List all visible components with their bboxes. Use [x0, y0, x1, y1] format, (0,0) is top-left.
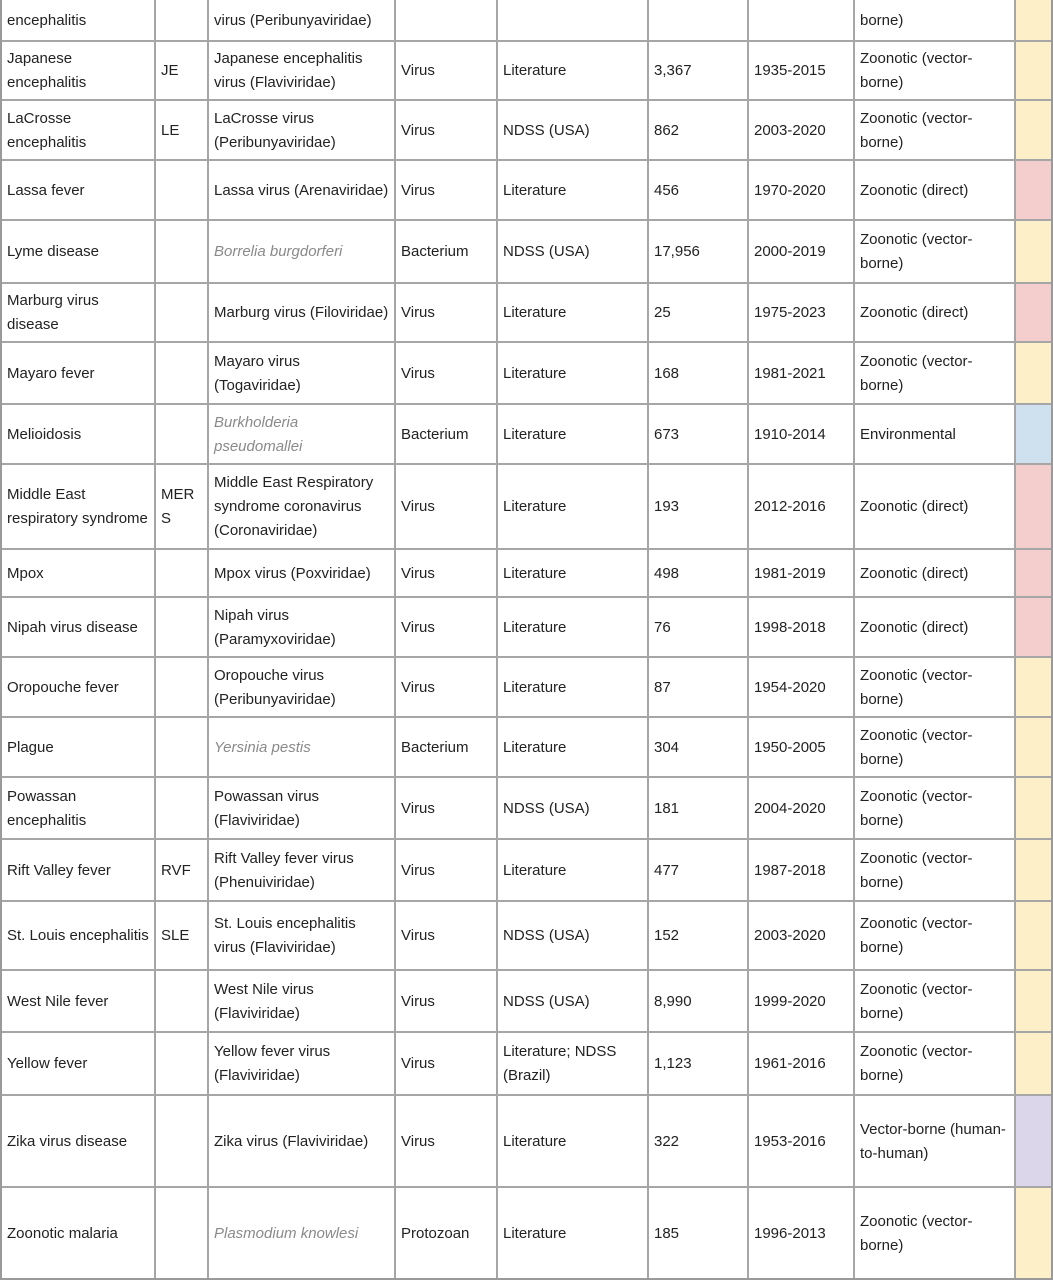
- abbreviation-cell: [155, 657, 208, 717]
- pathogen-type-cell: Virus: [395, 901, 497, 970]
- transmission-cell: Zoonotic (vector-borne): [854, 342, 1015, 404]
- pathogen-cell: Borrelia burgdorferi: [208, 220, 395, 283]
- case-count-cell: [648, 0, 748, 41]
- pathogen-cell: virus (Peribunyaviridae): [208, 0, 395, 41]
- pathogen-type-cell: Virus: [395, 342, 497, 404]
- disease-cell: Lassa fever: [2, 160, 155, 220]
- pathogen-cell: West Nile virus (Flaviviridae): [208, 970, 395, 1032]
- pathogen-type-cell: Virus: [395, 1095, 497, 1187]
- year-range-cell: 2004-2020: [748, 777, 854, 839]
- year-range-cell: 1996-2013: [748, 1187, 854, 1279]
- transmission-cell: Zoonotic (vector-borne): [854, 970, 1015, 1032]
- disease-cell: Oropouche fever: [2, 657, 155, 717]
- transmission-color-swatch: [1015, 1095, 1051, 1187]
- disease-cell: Powassan encephalitis: [2, 777, 155, 839]
- table-row: [2, 657, 1051, 717]
- transmission-color-swatch: [1015, 1032, 1051, 1095]
- abbreviation-cell: [155, 160, 208, 220]
- transmission-cell: Zoonotic (vector-borne): [854, 41, 1015, 100]
- abbreviation-cell: [155, 220, 208, 283]
- abbreviation-cell: [155, 342, 208, 404]
- disease-cell: Mayaro fever: [2, 342, 155, 404]
- transmission-color-swatch: [1015, 597, 1051, 657]
- table-row: [2, 0, 1051, 41]
- year-range-cell: 2012-2016: [748, 464, 854, 549]
- year-range-cell: 2003-2020: [748, 901, 854, 970]
- pathogen-cell: Middle East Respiratory syndrome coronavirus (Coronaviridae): [208, 464, 395, 549]
- data-source-cell: Literature: [497, 283, 648, 342]
- disease-cell: Middle East respiratory syndrome: [2, 464, 155, 549]
- transmission-cell: Zoonotic (direct): [854, 283, 1015, 342]
- transmission-color-swatch: [1015, 657, 1051, 717]
- transmission-cell: Zoonotic (direct): [854, 464, 1015, 549]
- pathogen-cell: Mayaro virus (Togaviridae): [208, 342, 395, 404]
- year-range-cell: 1999-2020: [748, 970, 854, 1032]
- case-count-cell: 25: [648, 283, 748, 342]
- abbreviation-cell: [155, 970, 208, 1032]
- case-count-cell: 498: [648, 549, 748, 597]
- year-range-cell: 1910-2014: [748, 404, 854, 464]
- transmission-color-swatch: [1015, 777, 1051, 839]
- abbreviation-cell: [155, 1032, 208, 1095]
- disease-cell: Lyme disease: [2, 220, 155, 283]
- pathogen-cell: Mpox virus (Poxviridae): [208, 549, 395, 597]
- case-count-cell: 17,956: [648, 220, 748, 283]
- pathogen-type-cell: Virus: [395, 283, 497, 342]
- case-count-cell: 185: [648, 1187, 748, 1279]
- transmission-color-swatch: [1015, 342, 1051, 404]
- disease-cell: St. Louis encephalitis: [2, 901, 155, 970]
- transmission-color-swatch: [1015, 464, 1051, 549]
- abbreviation-cell: [155, 1187, 208, 1279]
- data-source-cell: [497, 0, 648, 41]
- data-source-cell: Literature; NDSS (Brazil): [497, 1032, 648, 1095]
- pathogen-cell: Yersinia pestis: [208, 717, 395, 777]
- case-count-cell: 168: [648, 342, 748, 404]
- pathogen-type-cell: Virus: [395, 160, 497, 220]
- year-range-cell: 1970-2020: [748, 160, 854, 220]
- case-count-cell: 193: [648, 464, 748, 549]
- transmission-cell: Zoonotic (vector-borne): [854, 839, 1015, 901]
- disease-cell: Plague: [2, 717, 155, 777]
- data-source-cell: NDSS (USA): [497, 100, 648, 160]
- pathogen-type-cell: Virus: [395, 777, 497, 839]
- pathogen-type-cell: [395, 0, 497, 41]
- abbreviation-cell: [155, 404, 208, 464]
- pathogen-cell: Marburg virus (Filoviridae): [208, 283, 395, 342]
- abbreviation-cell: MERS: [155, 464, 208, 549]
- data-source-cell: Literature: [497, 464, 648, 549]
- transmission-cell: borne): [854, 0, 1015, 41]
- data-source-cell: NDSS (USA): [497, 777, 648, 839]
- case-count-cell: 76: [648, 597, 748, 657]
- case-count-cell: 87: [648, 657, 748, 717]
- pathogen-cell: Burkholderia pseudomallei: [208, 404, 395, 464]
- data-source-cell: Literature: [497, 1187, 648, 1279]
- disease-cell: Melioidosis: [2, 404, 155, 464]
- year-range-cell: 1961-2016: [748, 1032, 854, 1095]
- pathogen-cell: LaCrosse virus (Peribunyaviridae): [208, 100, 395, 160]
- data-source-cell: Literature: [497, 839, 648, 901]
- year-range-cell: [748, 0, 854, 41]
- pathogen-type-cell: Bacterium: [395, 220, 497, 283]
- transmission-color-swatch: [1015, 160, 1051, 220]
- data-source-cell: Literature: [497, 717, 648, 777]
- data-source-cell: Literature: [497, 1095, 648, 1187]
- pathogen-cell: St. Louis encephalitis virus (Flaviviridae): [208, 901, 395, 970]
- transmission-color-swatch: [1015, 283, 1051, 342]
- transmission-cell: Zoonotic (vector-borne): [854, 100, 1015, 160]
- case-count-cell: 477: [648, 839, 748, 901]
- pathogen-type-cell: Virus: [395, 549, 497, 597]
- pathogen-type-cell: Virus: [395, 1032, 497, 1095]
- pathogen-cell: Lassa virus (Arenaviridae): [208, 160, 395, 220]
- year-range-cell: 1981-2019: [748, 549, 854, 597]
- pathogen-type-cell: Virus: [395, 597, 497, 657]
- disease-cell: Japanese encephalitis: [2, 41, 155, 100]
- transmission-cell: Zoonotic (vector-borne): [854, 1032, 1015, 1095]
- transmission-cell: Zoonotic (vector-borne): [854, 220, 1015, 283]
- transmission-color-swatch: [1015, 1187, 1051, 1279]
- pathogen-type-cell: Bacterium: [395, 404, 497, 464]
- transmission-cell: Zoonotic (direct): [854, 160, 1015, 220]
- table-row: [2, 970, 1051, 1032]
- pathogen-type-cell: Virus: [395, 100, 497, 160]
- case-count-cell: 1,123: [648, 1032, 748, 1095]
- table-row: [2, 777, 1051, 839]
- transmission-cell: Zoonotic (vector-borne): [854, 777, 1015, 839]
- abbreviation-cell: [155, 1095, 208, 1187]
- disease-cell: Nipah virus disease: [2, 597, 155, 657]
- year-range-cell: 1935-2015: [748, 41, 854, 100]
- pathogen-cell: Oropouche virus (Peribunyaviridae): [208, 657, 395, 717]
- data-source-cell: NDSS (USA): [497, 970, 648, 1032]
- table-row: [2, 1187, 1051, 1279]
- transmission-cell: Zoonotic (direct): [854, 549, 1015, 597]
- abbreviation-cell: [155, 777, 208, 839]
- pathogen-type-cell: Virus: [395, 839, 497, 901]
- pathogen-cell: Rift Valley fever virus (Phenuiviridae): [208, 839, 395, 901]
- disease-cell: LaCrosse encephalitis: [2, 100, 155, 160]
- disease-cell: Yellow fever: [2, 1032, 155, 1095]
- data-source-cell: Literature: [497, 160, 648, 220]
- disease-cell: Rift Valley fever: [2, 839, 155, 901]
- case-count-cell: 456: [648, 160, 748, 220]
- transmission-color-swatch: [1015, 549, 1051, 597]
- pathogen-cell: Zika virus (Flaviviridae): [208, 1095, 395, 1187]
- data-source-cell: Literature: [497, 404, 648, 464]
- case-count-cell: 152: [648, 901, 748, 970]
- abbreviation-cell: JE: [155, 41, 208, 100]
- year-range-cell: 1998-2018: [748, 597, 854, 657]
- pathogen-cell: Plasmodium knowlesi: [208, 1187, 395, 1279]
- data-source-cell: Literature: [497, 657, 648, 717]
- pathogen-type-cell: Protozoan: [395, 1187, 497, 1279]
- transmission-color-swatch: [1015, 404, 1051, 464]
- pathogen-cell: Powassan virus (Flaviviridae): [208, 777, 395, 839]
- transmission-cell: Vector-borne (human-to-human): [854, 1095, 1015, 1187]
- table-row: [2, 283, 1051, 342]
- transmission-color-swatch: [1015, 970, 1051, 1032]
- abbreviation-cell: LE: [155, 100, 208, 160]
- disease-cell: West Nile fever: [2, 970, 155, 1032]
- table-row: [2, 1095, 1051, 1187]
- transmission-color-swatch: [1015, 717, 1051, 777]
- table-row: [2, 1032, 1051, 1095]
- year-range-cell: 1950-2005: [748, 717, 854, 777]
- data-source-cell: Literature: [497, 41, 648, 100]
- disease-cell: Mpox: [2, 549, 155, 597]
- table-row: [2, 901, 1051, 970]
- pathogen-type-cell: Virus: [395, 657, 497, 717]
- abbreviation-cell: SLE: [155, 901, 208, 970]
- transmission-color-swatch: [1015, 220, 1051, 283]
- data-source-cell: NDSS (USA): [497, 220, 648, 283]
- year-range-cell: 1987-2018: [748, 839, 854, 901]
- year-range-cell: 2003-2020: [748, 100, 854, 160]
- disease-cell: Zoonotic malaria: [2, 1187, 155, 1279]
- table-row: [2, 220, 1051, 283]
- abbreviation-cell: [155, 597, 208, 657]
- case-count-cell: 8,990: [648, 970, 748, 1032]
- data-source-cell: NDSS (USA): [497, 901, 648, 970]
- data-source-cell: Literature: [497, 342, 648, 404]
- transmission-cell: Zoonotic (vector-borne): [854, 657, 1015, 717]
- transmission-color-swatch: [1015, 839, 1051, 901]
- year-range-cell: 2000-2019: [748, 220, 854, 283]
- table-row: [2, 464, 1051, 549]
- transmission-cell: Zoonotic (direct): [854, 597, 1015, 657]
- transmission-cell: Zoonotic (vector-borne): [854, 901, 1015, 970]
- transmission-color-swatch: [1015, 0, 1051, 41]
- table-row: [2, 404, 1051, 464]
- disease-table: [2, 0, 1051, 1280]
- table-row: [2, 597, 1051, 657]
- transmission-color-swatch: [1015, 100, 1051, 160]
- disease-cell: encephalitis: [2, 0, 155, 41]
- case-count-cell: 322: [648, 1095, 748, 1187]
- table-row: [2, 100, 1051, 160]
- transmission-cell: Zoonotic (vector-borne): [854, 1187, 1015, 1279]
- disease-cell: Marburg virus disease: [2, 283, 155, 342]
- table-body: [2, 0, 1051, 1279]
- year-range-cell: 1953-2016: [748, 1095, 854, 1187]
- data-source-cell: Literature: [497, 597, 648, 657]
- pathogen-cell: Yellow fever virus (Flaviviridae): [208, 1032, 395, 1095]
- case-count-cell: 3,367: [648, 41, 748, 100]
- abbreviation-cell: RVF: [155, 839, 208, 901]
- year-range-cell: 1975-2023: [748, 283, 854, 342]
- pathogen-type-cell: Virus: [395, 970, 497, 1032]
- abbreviation-cell: [155, 717, 208, 777]
- pathogen-type-cell: Bacterium: [395, 717, 497, 777]
- pathogen-cell: Japanese encephalitis virus (Flaviviridae): [208, 41, 395, 100]
- table-row: [2, 160, 1051, 220]
- case-count-cell: 862: [648, 100, 748, 160]
- case-count-cell: 304: [648, 717, 748, 777]
- transmission-color-swatch: [1015, 901, 1051, 970]
- table-row: [2, 549, 1051, 597]
- abbreviation-cell: [155, 283, 208, 342]
- disease-cell: Zika virus disease: [2, 1095, 155, 1187]
- year-range-cell: 1981-2021: [748, 342, 854, 404]
- table-row: [2, 839, 1051, 901]
- abbreviation-cell: [155, 549, 208, 597]
- year-range-cell: 1954-2020: [748, 657, 854, 717]
- case-count-cell: 673: [648, 404, 748, 464]
- transmission-cell: Environmental: [854, 404, 1015, 464]
- transmission-color-swatch: [1015, 41, 1051, 100]
- table-row: [2, 41, 1051, 100]
- abbreviation-cell: [155, 0, 208, 41]
- pathogen-type-cell: Virus: [395, 464, 497, 549]
- table-row: [2, 717, 1051, 777]
- pathogen-type-cell: Virus: [395, 41, 497, 100]
- pathogen-cell: Nipah virus (Paramyxoviridae): [208, 597, 395, 657]
- transmission-cell: Zoonotic (vector-borne): [854, 717, 1015, 777]
- data-source-cell: Literature: [497, 549, 648, 597]
- case-count-cell: 181: [648, 777, 748, 839]
- table-row: [2, 342, 1051, 404]
